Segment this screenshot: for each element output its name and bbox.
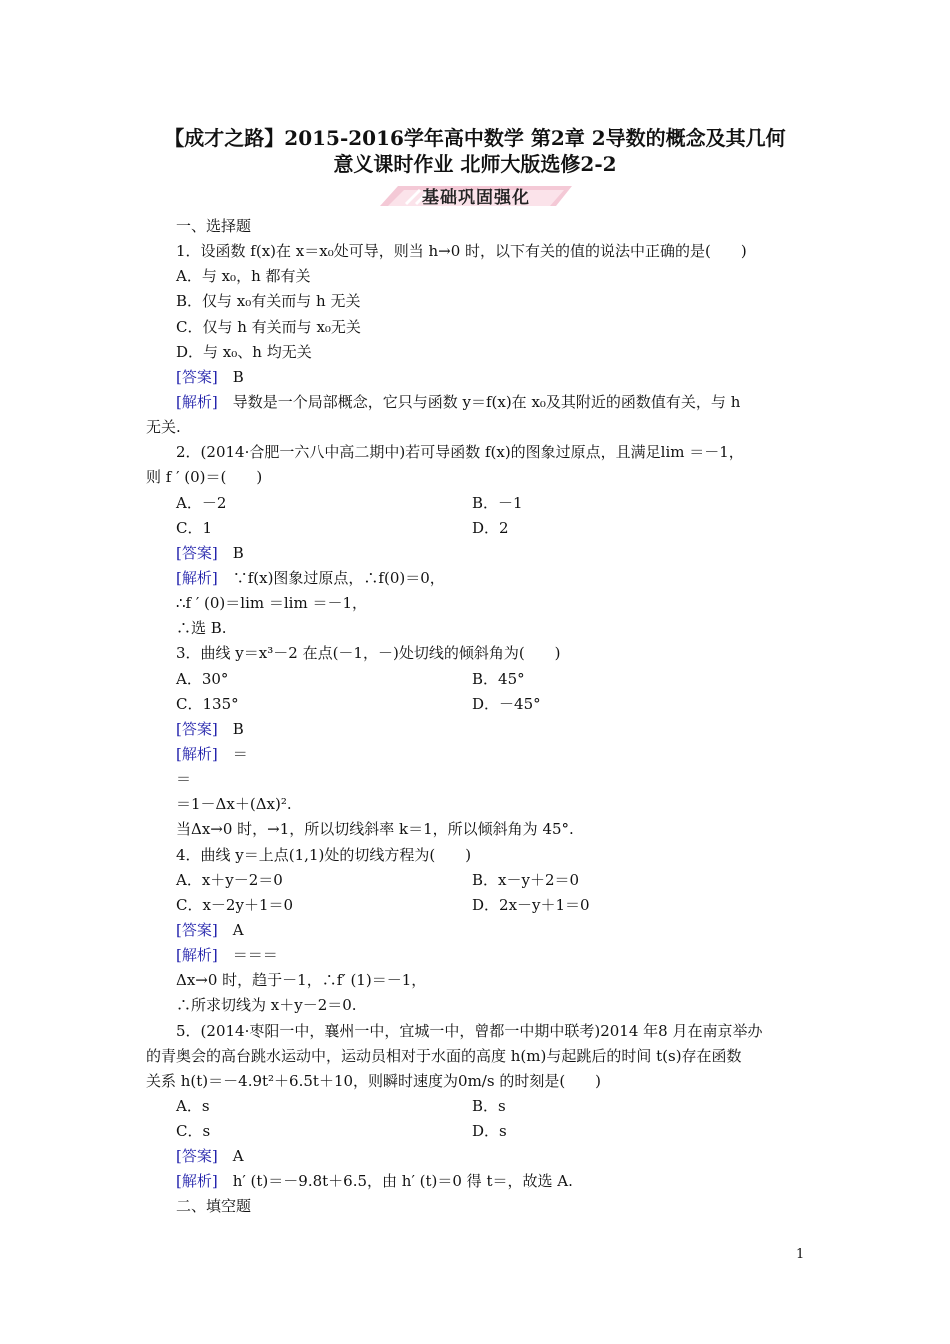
banner-title: 基础巩固强化 <box>422 188 530 208</box>
answer-value: B <box>217 543 244 562</box>
question-1-option-d: D．与 x₀、h 均无关 <box>176 342 312 361</box>
question-5-option-b: B．s <box>472 1096 506 1115</box>
analysis-tag: [解析] <box>176 744 218 763</box>
question-2-stem-cont: 则 f ′ (0)＝( ) <box>146 468 263 487</box>
question-5-stem-cont-1: 的青奥会的高台跳水运动中，运动员相对于水面的高度 h(m)与起跳后的时间 t(s)存在函数 <box>146 1046 742 1065</box>
question-1-analysis-cont: 无关. <box>146 418 181 437</box>
question-3-analysis-line-3: ＝1－Δx＋(Δx)². <box>176 795 292 814</box>
answer-tag: [答案] <box>176 1147 218 1166</box>
question-2-option-a: A．－2 <box>176 493 227 512</box>
analysis-text: h′ (t)＝－9.8t＋6.5，由 h′ (t)＝0 得 t＝，故选 A. <box>217 1172 573 1191</box>
question-3-options-row-2 <box>146 692 810 717</box>
question-4-option-c: C．x－2y＋1＝0 <box>176 895 294 914</box>
question-5-options-row-2 <box>146 1119 810 1144</box>
answer-value: B <box>217 719 244 738</box>
question-3-analysis <box>146 742 810 767</box>
question-1-answer <box>146 365 810 390</box>
analysis-text: 导数是一个局部概念，它只与函数 y＝f(x)在 x₀及其附近的函数值有关，与 h <box>217 392 741 411</box>
question-2-analysis <box>146 566 810 591</box>
question-3-options-row-1 <box>146 667 810 692</box>
question-5-stem-cont-2: 关系 h(t)＝－4.9t²＋6.5t＋10，则瞬时速度为0m/s 的时刻是( ) <box>146 1071 602 1090</box>
question-3-stem: 3．曲线 y＝x³－2 在点(－1，－)处切线的倾斜角为( ) <box>176 644 561 663</box>
question-2-option-d: D．2 <box>472 518 509 537</box>
question-5-stem: 5．(2014·枣阳一中，襄州一中，宜城一中，曾都一中期中联考)2014 年8 月在南京举办 <box>176 1021 763 1040</box>
answer-tag: [答案] <box>176 920 218 939</box>
analysis-tag: [解析] <box>176 1172 218 1191</box>
analysis-text: ＝ <box>217 744 248 763</box>
section-heading: 一、选择题 <box>176 217 252 235</box>
question-3-option-b: B．45° <box>472 669 525 688</box>
section-banner <box>376 180 576 210</box>
analysis-tag: [解析] <box>176 392 218 411</box>
answer-tag: [答案] <box>176 543 218 562</box>
question-5-options-row-1 <box>146 1094 810 1119</box>
question-5-answer <box>146 1144 810 1169</box>
question-4-stem: 4．曲线 y＝上点(1,1)处的切线方程为( ) <box>176 845 472 864</box>
question-3-analysis-line-2: ＝ <box>176 770 192 789</box>
document-body <box>146 214 810 1220</box>
question-4-analysis-line-2: Δx→0 时，趋于－1，∴f′ (1)＝－1， <box>176 971 427 990</box>
document-title-line-1: 【成才之路】2015-2016学年高中数学 第2章 2导数的概念及其几何 <box>164 126 786 150</box>
question-1-option-c: C．仅与 h 有关而与 x₀无关 <box>176 317 361 336</box>
question-1-analysis <box>146 390 810 415</box>
question-4-option-d: D．2x－y＋1＝0 <box>472 895 590 914</box>
analysis-text: ∵f(x)图象过原点，∴f(0)＝0， <box>217 568 445 587</box>
question-4-option-b: B．x－y＋2＝0 <box>472 870 580 889</box>
question-3-option-c: C．135° <box>176 694 239 713</box>
question-2-analysis-line-2: ∴f ′ (0)＝lim ＝lim ＝－1， <box>176 594 368 613</box>
question-2-option-c: C．1 <box>176 518 213 537</box>
question-4-options-row-2 <box>146 893 810 918</box>
answer-value: B <box>217 367 244 386</box>
question-1-option-a: A．与 x₀，h 都有关 <box>176 267 311 286</box>
question-1-option-b: B．仅与 x₀有关而与 h 无关 <box>176 292 361 311</box>
question-1-stem: 1．设函数 f(x)在 x＝x₀处可导，则当 h→0 时，以下有关的值的说法中正确的是( ) <box>176 242 747 261</box>
section-heading-2: 二、填空题 <box>176 1197 252 1216</box>
question-2-options-row-1 <box>146 491 810 516</box>
question-4-analysis <box>146 943 810 968</box>
page-number: 1 <box>796 1247 805 1262</box>
document-title-line-2: 意义课时作业 北师大版选修2-2 <box>333 152 617 176</box>
analysis-tag: [解析] <box>176 946 218 965</box>
answer-value: A <box>217 1147 244 1166</box>
question-4-analysis-line-3: ∴所求切线为 x＋y－2＝0. <box>176 996 357 1015</box>
question-3-option-d: D．－45° <box>472 694 541 713</box>
analysis-tag: [解析] <box>176 568 218 587</box>
question-2-options-row-2 <box>146 516 810 541</box>
question-3-option-a: A．30° <box>176 669 229 688</box>
question-2-option-b: B．－1 <box>472 493 523 512</box>
question-5-option-d: D．s <box>472 1122 507 1141</box>
question-3-analysis-line-4: 当Δx→0 时，→1，所以切线斜率 k＝1，所以倾斜角为 45°. <box>176 820 574 839</box>
question-2-stem: 2．(2014·合肥一六八中高二期中)若可导函数 f(x)的图象过原点，且满足lim ＝－1， <box>176 443 744 462</box>
question-4-options-row-1 <box>146 868 810 893</box>
question-4-answer <box>146 918 810 943</box>
question-4-option-a: A．x＋y－2＝0 <box>176 870 283 889</box>
question-5-analysis <box>146 1169 810 1194</box>
question-3-answer <box>146 717 810 742</box>
answer-tag: [答案] <box>176 719 218 738</box>
question-2-analysis-line-3: ∴选 B. <box>176 619 227 638</box>
question-2-answer <box>146 541 810 566</box>
answer-tag: [答案] <box>176 367 218 386</box>
question-5-option-a: A．s <box>176 1096 210 1115</box>
answer-value: A <box>217 920 244 939</box>
question-5-option-c: C．s <box>176 1122 211 1141</box>
analysis-text: ＝＝＝ <box>217 946 278 965</box>
